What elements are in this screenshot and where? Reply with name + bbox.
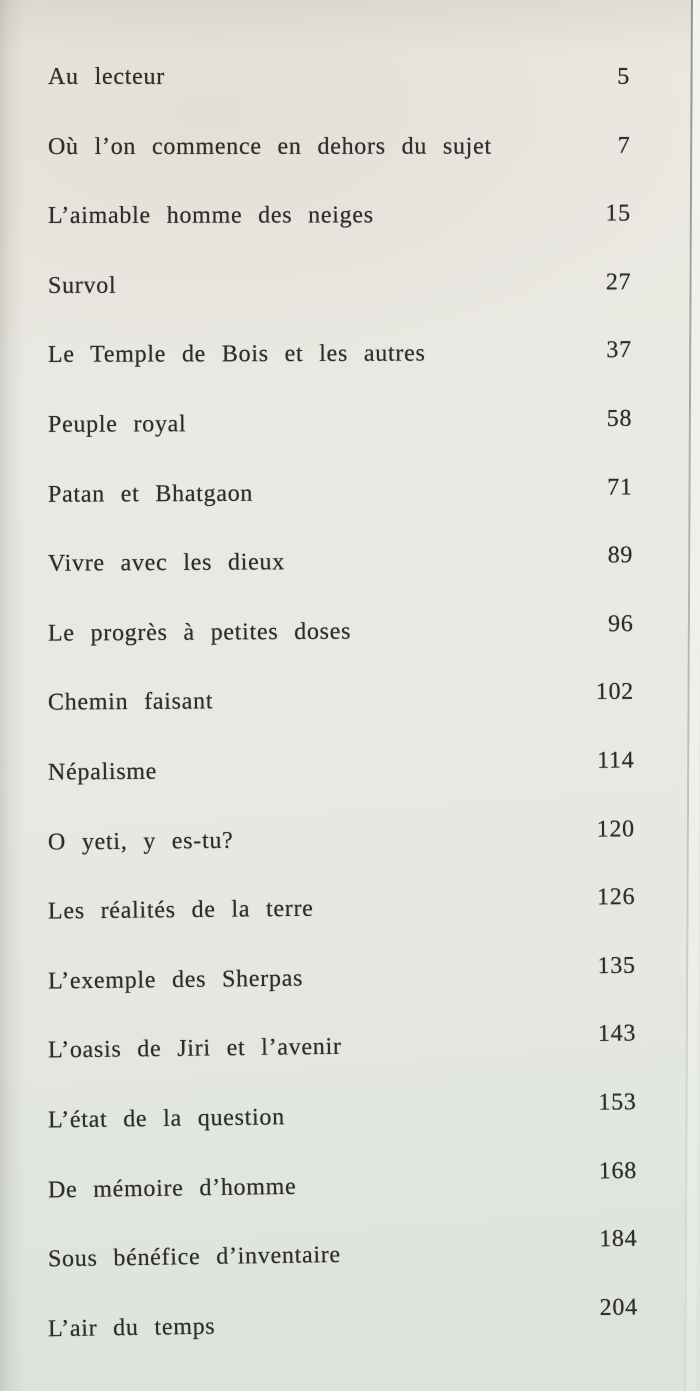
chapter-title: L’air du temps xyxy=(47,1313,216,1343)
chapter-title: Népalisme xyxy=(47,758,158,786)
chapter-title: De mémoire d’homme xyxy=(47,1173,297,1204)
toc-entry xyxy=(0,940,700,1018)
page-number: 5 xyxy=(617,64,630,91)
toc-entry xyxy=(0,1147,700,1226)
page-number: 71 xyxy=(607,474,633,501)
toc-entry xyxy=(0,388,700,461)
toc-entry xyxy=(0,1285,700,1366)
page-number: 135 xyxy=(597,952,636,980)
page-number: 126 xyxy=(596,884,636,911)
toc-entry xyxy=(0,526,700,600)
toc-entry xyxy=(0,595,700,669)
page-number: 153 xyxy=(598,1089,637,1116)
chapter-title: Les réalités de la terre xyxy=(47,896,314,925)
toc-entry xyxy=(0,319,700,391)
page-number: 58 xyxy=(606,406,633,433)
toc-entry xyxy=(0,43,700,113)
chapter-title: Le Temple de Bois et les autres xyxy=(47,341,426,369)
page-number: 89 xyxy=(607,542,634,569)
page-number: 27 xyxy=(605,269,632,296)
page-number: 204 xyxy=(599,1294,639,1321)
page-number: 168 xyxy=(598,1157,638,1185)
chapter-title: Au lecteur xyxy=(48,64,165,91)
chapter-title: O yeti, y es-tu? xyxy=(47,827,234,856)
chapter-title: L’aimable homme des neiges xyxy=(47,202,374,230)
chapter-title: L’oasis de Jiri et l’avenir xyxy=(47,1034,342,1065)
toc-entry xyxy=(0,733,700,809)
chapter-title: L’état de la question xyxy=(47,1104,286,1134)
toc-entry xyxy=(0,457,700,530)
chapter-title: L’exemple des Sherpas xyxy=(47,965,304,995)
page-number: 102 xyxy=(595,679,635,706)
chapter-title: Peuple royal xyxy=(47,411,187,439)
page-number: 37 xyxy=(606,337,632,364)
toc-entry xyxy=(0,1009,700,1087)
toc-entry xyxy=(0,664,700,739)
page-number: 114 xyxy=(597,747,635,775)
toc-entry xyxy=(0,250,700,321)
page-number: 96 xyxy=(607,611,634,638)
chapter-title: Chemin faisant xyxy=(47,688,214,717)
page-number: 184 xyxy=(599,1226,638,1253)
chapter-title: Sous bénéfice d’inventaire xyxy=(47,1242,342,1273)
toc-entry xyxy=(0,112,700,182)
page-number: 7 xyxy=(617,132,631,159)
toc-entry xyxy=(0,1216,700,1296)
page-number: 120 xyxy=(596,816,635,843)
page-number: 15 xyxy=(605,200,631,228)
chapter-title: Survol xyxy=(47,272,117,299)
chapter-title: Où l’on commence en dehors du sujet xyxy=(47,133,492,160)
chapter-title: Patan et Bhatgaon xyxy=(47,480,254,508)
toc-entry xyxy=(0,1078,700,1157)
page-number: 143 xyxy=(597,1021,637,1048)
chapter-title: Le progrès à petites doses xyxy=(47,618,352,647)
chapter-title: Vivre avec les dieux xyxy=(47,549,285,578)
toc-entry xyxy=(0,181,700,252)
toc-entry xyxy=(0,802,700,878)
toc-entry xyxy=(0,871,700,948)
